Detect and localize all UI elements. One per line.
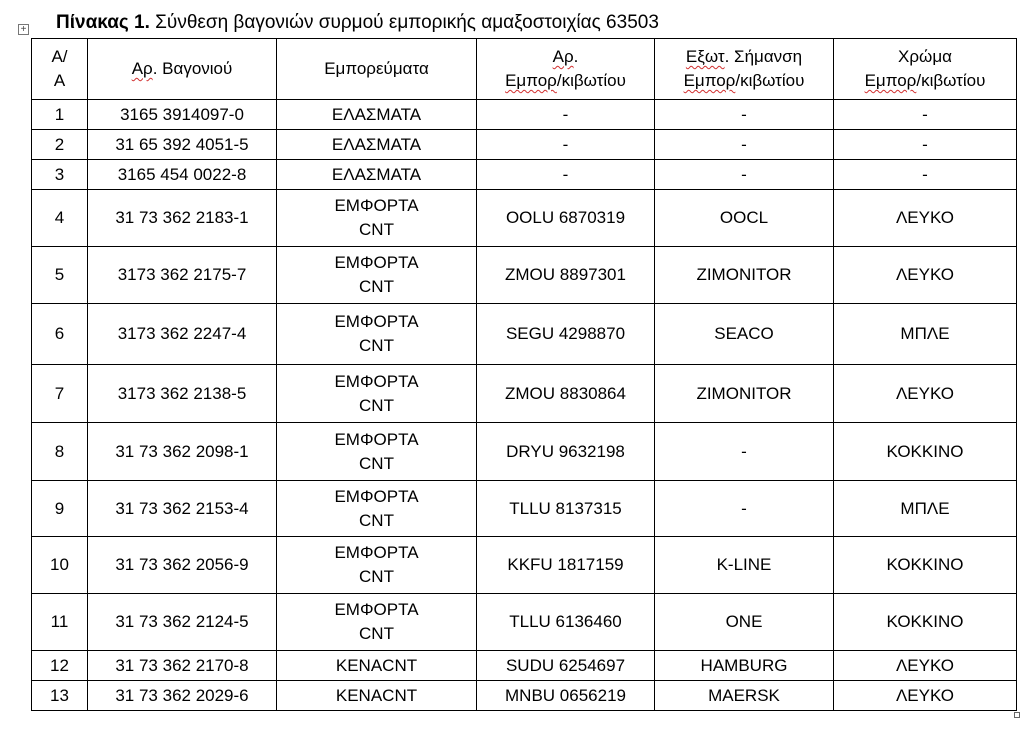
- table-caption: [56, 12, 659, 34]
- header-marking-rest: . Σήμανση: [724, 47, 803, 66]
- cell-aa: 10: [32, 537, 88, 594]
- table-row: [32, 681, 1017, 711]
- wagons-table: [31, 38, 1017, 711]
- cell-goods: [277, 190, 477, 247]
- cell-aa: 1: [32, 100, 88, 130]
- header-wagon-rest: . Βαγονιού: [152, 59, 233, 78]
- cell-container-number: TLLU 6136460: [477, 594, 655, 651]
- cell-goods: [277, 681, 477, 711]
- cell-external-marking: -: [655, 130, 834, 160]
- cell-aa: 3: [32, 160, 88, 190]
- header-color-kib: /κιβωτίου: [916, 71, 986, 90]
- cell-goods: [277, 304, 477, 365]
- header-marking-kib: /κιβωτίου: [735, 71, 805, 90]
- cell-container-color: ΛΕΥΚΟ: [834, 365, 1017, 423]
- header-aa-line2: Α: [53, 71, 66, 90]
- cell-container-color: ΜΠΛΕ: [834, 481, 1017, 537]
- cell-container-number: -: [477, 100, 655, 130]
- cell-aa: 11: [32, 594, 88, 651]
- cell-container-color: ΚΟΚΚΙΝΟ: [834, 594, 1017, 651]
- cell-container-color: -: [834, 130, 1017, 160]
- caption-label: Πίνακας 1.: [56, 12, 150, 33]
- goods-line: ΕΜΦΟΡΤΑ: [334, 543, 419, 562]
- goods-line: CNT: [359, 220, 394, 239]
- cell-container-color: ΜΠΛΕ: [834, 304, 1017, 365]
- header-color-line1: Χρώμα: [898, 47, 952, 66]
- cell-external-marking: -: [655, 100, 834, 130]
- cell-external-marking: SEACO: [655, 304, 834, 365]
- table-row: [32, 651, 1017, 681]
- header-container-kib: /κιβωτίου: [556, 71, 626, 90]
- table-body: [32, 100, 1017, 711]
- table-resize-icon[interactable]: [1014, 712, 1020, 718]
- cell-container-color: ΚΟΚΚΙΝΟ: [834, 423, 1017, 481]
- goods-line: ΕΛΑΣΜΑΤΑ: [331, 164, 422, 184]
- header-wagon-number: [88, 39, 277, 100]
- table-row: [32, 365, 1017, 423]
- cell-goods: [277, 651, 477, 681]
- cell-aa: 12: [32, 651, 88, 681]
- cell-container-color: ΛΕΥΚΟ: [834, 681, 1017, 711]
- goods-line: KENACNT: [335, 655, 418, 675]
- cell-goods: [277, 247, 477, 304]
- header-container-emp: Εμπορ: [505, 71, 557, 90]
- goods-line: ΕΜΦΟΡΤΑ: [334, 196, 419, 215]
- cell-container-color: ΛΕΥΚΟ: [834, 190, 1017, 247]
- header-color-emp: Εμπορ: [864, 71, 917, 90]
- cell-aa: 8: [32, 423, 88, 481]
- cell-external-marking: HAMBURG: [655, 651, 834, 681]
- goods-line: CNT: [359, 395, 394, 415]
- goods-line: ΕΛΑΣΜΑΤΑ: [331, 134, 422, 154]
- goods-line: CNT: [359, 510, 394, 530]
- header-external-marking: [655, 39, 834, 100]
- cell-external-marking: ZIMONITOR: [655, 365, 834, 423]
- cell-external-marking: ZIMONITOR: [655, 247, 834, 304]
- header-aa-line1: Α/: [51, 47, 68, 66]
- header-container-color: [834, 39, 1017, 100]
- goods-line: ΕΜΦΟΡΤΑ: [334, 253, 419, 272]
- table-row: [32, 304, 1017, 365]
- goods-line: CNT: [359, 453, 394, 473]
- goods-line: ΕΜΦΟΡΤΑ: [334, 600, 419, 619]
- table-row: [32, 130, 1017, 160]
- goods-line: CNT: [359, 336, 394, 355]
- cell-aa: 4: [32, 190, 88, 247]
- goods-line: ΕΜΦΟΡΤΑ: [334, 486, 419, 506]
- header-aa: [32, 39, 88, 100]
- cell-container-color: -: [834, 100, 1017, 130]
- cell-external-marking: -: [655, 423, 834, 481]
- cell-container-number: OOLU 6870319: [477, 190, 655, 247]
- cell-container-number: DRYU 9632198: [477, 423, 655, 481]
- cell-container-number: -: [477, 130, 655, 160]
- cell-aa: 6: [32, 304, 88, 365]
- goods-line: CNT: [359, 567, 394, 586]
- cell-container-number: -: [477, 160, 655, 190]
- header-container-abbr: Αρ: [552, 47, 574, 66]
- header-container-dot: .: [573, 47, 579, 66]
- table-row: [32, 537, 1017, 594]
- cell-external-marking: ONE: [655, 594, 834, 651]
- cell-aa: 13: [32, 681, 88, 711]
- cell-external-marking: OOCL: [655, 190, 834, 247]
- table-row: [32, 423, 1017, 481]
- cell-wagon-number: 3165 454 0022-8: [88, 160, 277, 190]
- table-row: [32, 594, 1017, 651]
- cell-container-color: ΛΕΥΚΟ: [834, 651, 1017, 681]
- cell-wagon-number: 31 73 362 2124-5: [88, 594, 277, 651]
- table-row: [32, 190, 1017, 247]
- cell-goods: [277, 100, 477, 130]
- cell-container-number: MNBU 0656219: [477, 681, 655, 711]
- cell-wagon-number: 3165 3914097-0: [88, 100, 277, 130]
- cell-goods: [277, 537, 477, 594]
- goods-line: KENACNT: [335, 685, 418, 705]
- cell-external-marking: MAERSK: [655, 681, 834, 711]
- cell-external-marking: K-LINE: [655, 537, 834, 594]
- goods-line: ΕΜΦΟΡΤΑ: [334, 312, 419, 331]
- goods-line: CNT: [359, 624, 394, 643]
- cell-wagon-number: 31 73 362 2153-4: [88, 481, 277, 537]
- cell-container-number: KKFU 1817159: [477, 537, 655, 594]
- header-container-number: [477, 39, 655, 100]
- cell-wagon-number: 31 65 392 4051-5: [88, 130, 277, 160]
- goods-line: ΕΜΦΟΡΤΑ: [334, 371, 419, 391]
- cell-container-color: -: [834, 160, 1017, 190]
- cell-wagon-number: 31 73 362 2029-6: [88, 681, 277, 711]
- cell-container-number: SEGU 4298870: [477, 304, 655, 365]
- table-row: [32, 481, 1017, 537]
- table-row: [32, 160, 1017, 190]
- cell-aa: 5: [32, 247, 88, 304]
- cell-wagon-number: 31 73 362 2183-1: [88, 190, 277, 247]
- cell-wagon-number: 3173 362 2247-4: [88, 304, 277, 365]
- caption-text: Σύνθεση βαγονιών συρμού εμπορικής αμαξοστοιχίας 63503: [149, 12, 659, 33]
- header-marking-emp: Εμπορ: [683, 71, 736, 90]
- cell-aa: 7: [32, 365, 88, 423]
- cell-container-color: ΛΕΥΚΟ: [834, 247, 1017, 304]
- cell-container-number: ZMOU 8897301: [477, 247, 655, 304]
- cell-wagon-number: 31 73 362 2056-9: [88, 537, 277, 594]
- cell-container-color: ΚΟΚΚΙΝΟ: [834, 537, 1017, 594]
- cell-external-marking: -: [655, 481, 834, 537]
- header-goods: Εμπορεύματα: [277, 39, 477, 100]
- header-marking-abbr: Εξωτ: [685, 47, 725, 66]
- table-move-icon[interactable]: +: [18, 24, 29, 35]
- cell-wagon-number: 3173 362 2138-5: [88, 365, 277, 423]
- cell-container-number: ZMOU 8830864: [477, 365, 655, 423]
- cell-goods: [277, 481, 477, 537]
- cell-wagon-number: 3173 362 2175-7: [88, 247, 277, 304]
- cell-goods: [277, 594, 477, 651]
- cell-wagon-number: 31 73 362 2098-1: [88, 423, 277, 481]
- table-row: [32, 100, 1017, 130]
- table-row: [32, 247, 1017, 304]
- header-row: [32, 39, 1017, 100]
- cell-goods: [277, 130, 477, 160]
- goods-line: ΕΛΑΣΜΑΤΑ: [331, 104, 422, 124]
- goods-line: ΕΜΦΟΡΤΑ: [334, 429, 419, 449]
- cell-container-number: SUDU 6254697: [477, 651, 655, 681]
- header-wagon-abbr: Αρ: [131, 59, 153, 78]
- cell-container-number: TLLU 8137315: [477, 481, 655, 537]
- goods-line: CNT: [359, 277, 394, 296]
- cell-goods: [277, 365, 477, 423]
- cell-goods: [277, 423, 477, 481]
- cell-external-marking: -: [655, 160, 834, 190]
- cell-aa: 2: [32, 130, 88, 160]
- cell-wagon-number: 31 73 362 2170-8: [88, 651, 277, 681]
- cell-aa: 9: [32, 481, 88, 537]
- cell-goods: [277, 160, 477, 190]
